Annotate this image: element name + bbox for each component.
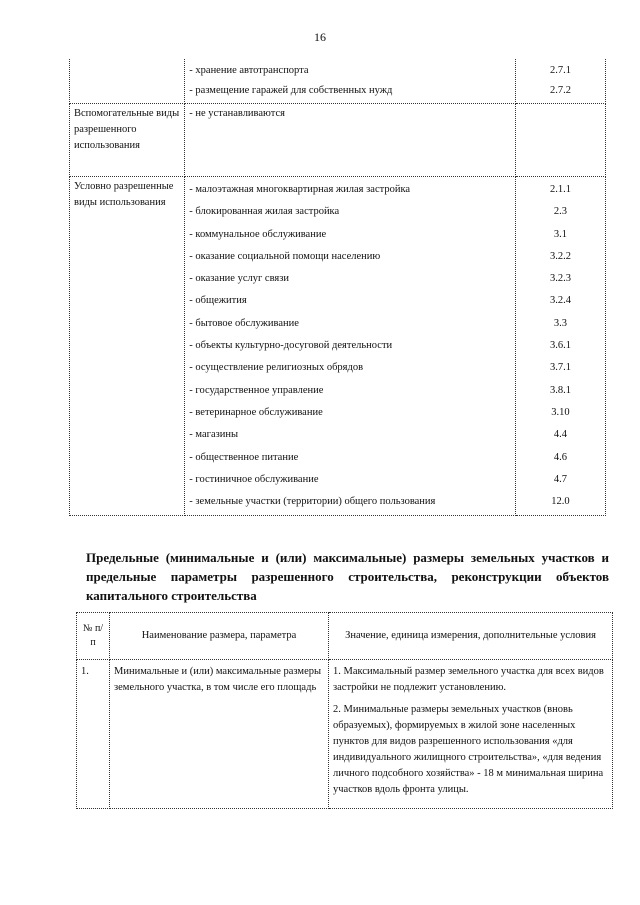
header-name: Наименование размера, параметра	[110, 613, 329, 660]
use-text: - гостиничное обслуживание	[189, 473, 319, 485]
use-text: - оказание социальной помощи населению	[189, 250, 381, 262]
empty-label-cell	[70, 59, 185, 104]
use-code: 3.3	[553, 317, 568, 329]
use-text: - коммунальное обслуживание	[189, 228, 327, 240]
conditional-label: Условно разрешенные виды использования	[70, 177, 185, 516]
parameters-table	[76, 612, 613, 809]
row-number: 1.	[77, 660, 110, 809]
use-text: - осуществление религиозных обрядов	[189, 362, 364, 374]
value-paragraph: 1. Максимальный размер земельного участка для всех видов застройки не подлежит установлению.	[333, 666, 604, 693]
use-text: - общественное питание	[189, 451, 299, 463]
use-text: - ветеринарное обслуживание	[189, 406, 323, 418]
codes-cell	[515, 59, 605, 104]
conditional-uses-cell	[185, 177, 516, 516]
use-code: 4.4	[553, 429, 568, 441]
use-text: - хранение автотранспорта	[189, 65, 309, 76]
use-text: - размещение гаражей для собственных нужд	[189, 85, 393, 96]
use-code: 2.1.1	[549, 184, 571, 195]
use-code: 12.0	[551, 496, 570, 508]
use-text: - земельные участки (территории) общего пользования	[189, 496, 436, 508]
use-code: 3.10	[551, 406, 570, 418]
use-text: - малоэтажная многоквартирная жилая застройка	[189, 184, 411, 195]
table-row	[70, 59, 606, 104]
permitted-uses-table	[69, 59, 606, 516]
use-text: - бытовое обслуживание	[189, 317, 299, 329]
use-code: 3.2.2	[549, 250, 571, 262]
use-text: - государственное управление	[189, 384, 324, 396]
use-code: 3.1	[553, 228, 568, 240]
use-text: - блокированная жилая застройка	[189, 206, 340, 218]
use-code: 2.7.1	[549, 65, 571, 76]
auxiliary-label: Вспомогательные виды разрешенного использования	[70, 104, 185, 177]
table-header-row	[77, 613, 613, 660]
row-name: Минимальные и (или) максимальные размеры земельного участка, в том числе его площадь	[110, 660, 329, 809]
use-text: - оказание услуг связи	[189, 273, 289, 285]
use-code: 4.7	[553, 473, 568, 485]
section-heading: Предельные (минимальные и (или) максимальные) размеры земельных участков и предельные параметры разрешенного строительства, реконструкции объектов капитального строительства	[86, 550, 609, 603]
use-code: 2.7.2	[549, 85, 571, 96]
header-number: № п/п	[77, 613, 110, 660]
use-text: - объекты культурно-досуговой деятельности	[189, 340, 393, 352]
use-code: 3.2.4	[549, 295, 571, 307]
table-row	[70, 104, 606, 177]
uses-cell	[185, 59, 516, 104]
table-row	[70, 177, 606, 516]
header-value: Значение, единица измерения, дополнительные условия	[329, 613, 613, 660]
use-code: 3.8.1	[549, 384, 571, 396]
auxiliary-code	[515, 104, 605, 177]
use-text: - общежития	[189, 295, 247, 307]
use-code: 4.6	[553, 451, 568, 463]
value-paragraph: 2. Минимальные размеры земельных участков (вновь образуемых), формируемых в жилой зоне населенных пунктов для видов разрешенного использования «для индивидуального жилищного строительства», «для ведения личного подсобного хозяйства» - 18 м минимальная ширина участков вдоль фронта улицы.	[333, 704, 604, 795]
use-code: 3.2.3	[549, 273, 571, 285]
use-text: - магазины	[189, 429, 239, 441]
use-code: 2.3	[553, 206, 568, 218]
table-row	[77, 660, 613, 809]
use-code: 3.6.1	[549, 340, 571, 352]
use-code: 3.7.1	[549, 362, 571, 374]
auxiliary-text: - не устанавливаются	[185, 104, 516, 177]
conditional-codes-cell	[515, 177, 605, 516]
row-value	[329, 660, 613, 809]
page-number: 16	[314, 30, 326, 44]
